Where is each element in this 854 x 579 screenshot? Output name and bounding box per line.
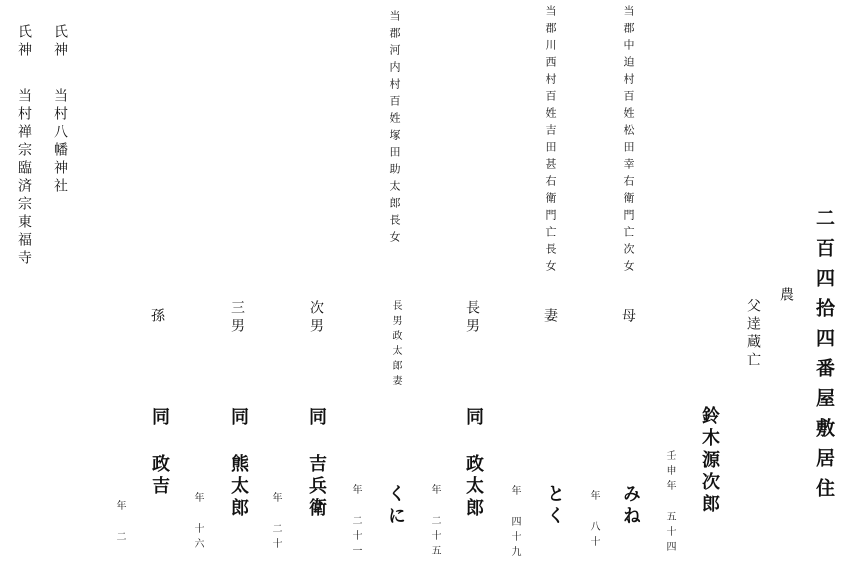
member-origin: 当郡川西村百姓吉田甚右衛門亡長女 [544,5,557,277]
member-name: 同 吉兵衛 [306,407,327,520]
member-name: 同 政吉 [149,407,170,498]
member-name: くに [385,484,406,528]
member-relation: 長男政太郎妻 [390,300,401,390]
member-name: みね [620,484,641,528]
temple-label: 氏神 [16,24,32,60]
occupation-label: 農 [778,287,794,305]
member-relation: 三男 [229,300,245,336]
member-age: 年 八十 [588,490,599,551]
member-name: とく [544,484,565,528]
member-relation: 孫 [149,308,165,326]
member-age: 年 四十九 [509,485,520,561]
member-age: 年 十六 [192,492,203,553]
head-name: 鈴木源次郎 [699,406,720,516]
member-name: 同 政太郎 [463,407,484,520]
father-note: 父逹蔵亡 [745,298,761,370]
ujigami-value: 当村八幡神社 [52,88,68,196]
member-origin: 当郡中迫村百姓松田幸右衛門亡次女 [622,5,635,277]
member-relation: 母 [620,308,636,326]
member-age: 年 二十一 [350,484,361,560]
page-title: 二百四拾四番屋敷居住 [813,208,835,508]
member-relation: 次男 [308,300,324,336]
member-name: 同 熊太郎 [228,407,249,520]
ujigami-label: 氏神 [52,24,68,60]
member-age: 年 二十 [270,492,281,553]
member-origin: 当郡河内村百姓塚田助太郎長女 [388,10,401,248]
member-relation: 長男 [464,300,480,336]
temple-value: 当村禅宗臨済宗東福寺 [16,88,32,268]
member-age: 年 二十五 [429,484,440,560]
member-age: 年 二 [114,500,125,546]
member-relation: 妻 [542,308,558,326]
head-age: 壬申年 五十四 [664,450,675,556]
